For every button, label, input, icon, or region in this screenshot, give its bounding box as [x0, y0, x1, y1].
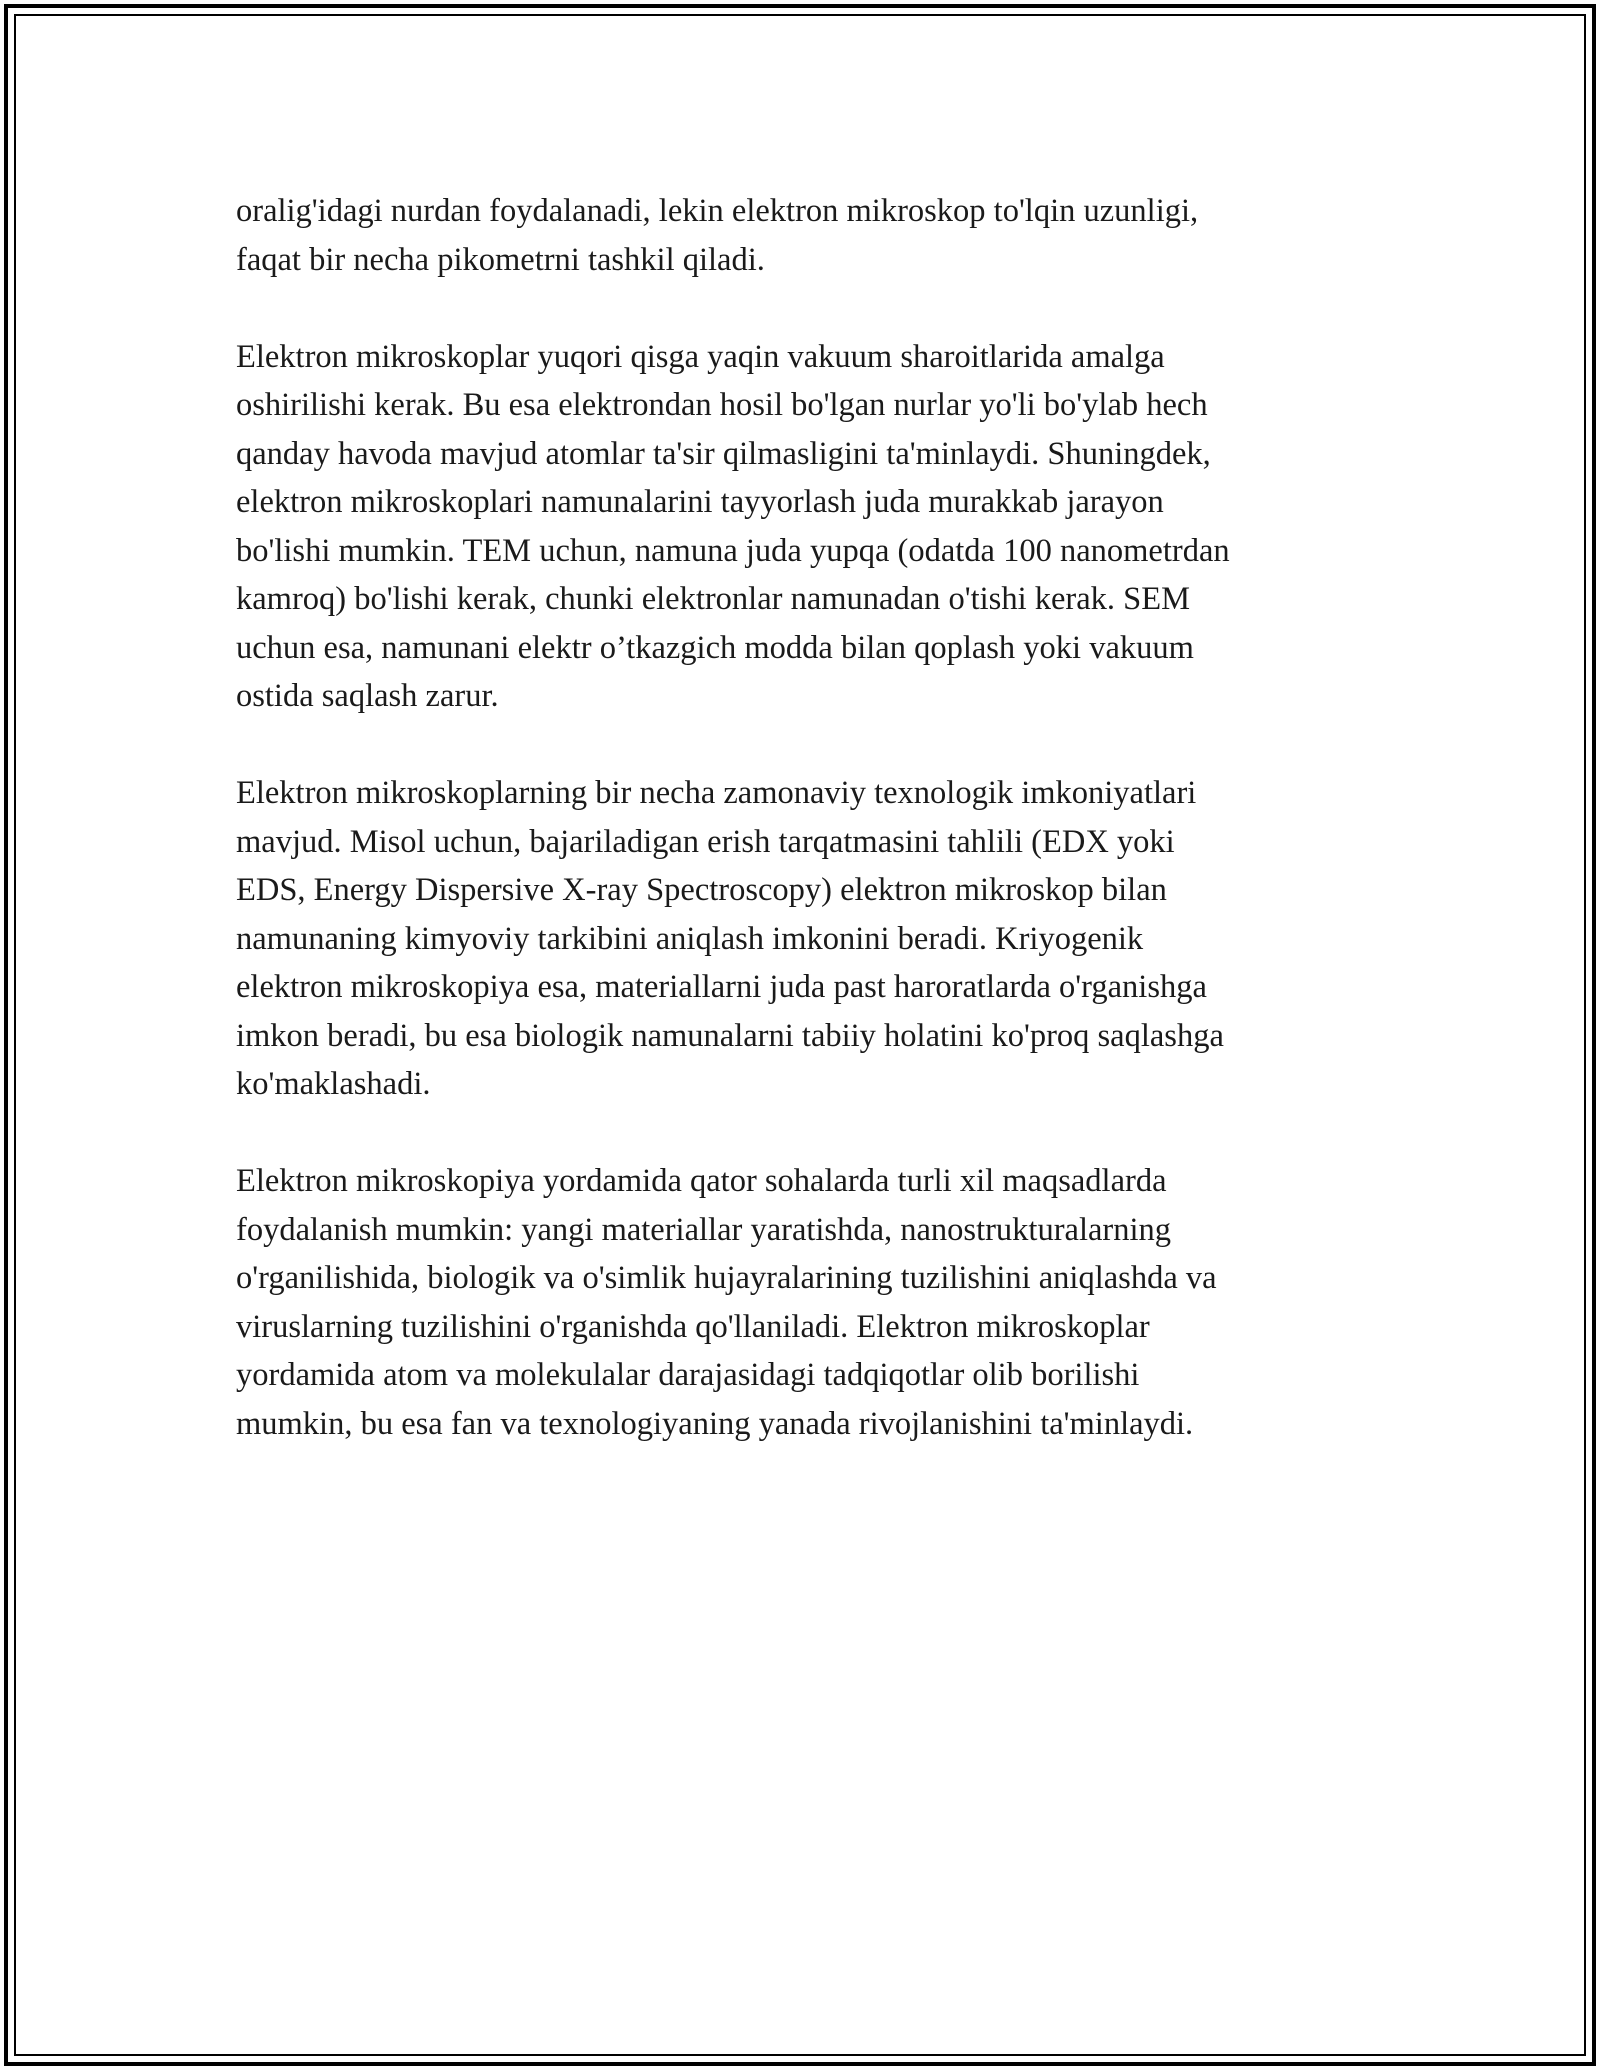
text-line: oshirilishi kerak. Bu esa elektrondan hosil bo'lgan nurlar yo'li bo'ylab hech [236, 387, 1208, 423]
text-line: o'rganilishida, biologik va o'simlik hujayralarining tuzilishini aniqlashda va [236, 1260, 1217, 1296]
document-body [236, 187, 1366, 1497]
paragraph-3 [236, 769, 1366, 1109]
text-line: uchun esa, namunani elektr o’tkazgich modda bilan qoplash yoki vakuum [236, 629, 1194, 666]
text-line: Elektron mikroskoplarning bir necha zamonaviy texnologik imkoniyatlari [236, 775, 1197, 811]
text-line: imkon beradi, bu esa biologik namunalarni tabiiy holatini ko'proq saqlashga [236, 1017, 1224, 1054]
text-line: ostida saqlash zarur. [236, 678, 499, 714]
text-line: Elektron mikroskopiya yordamida qator sohalarda turli xil maqsadlarda [236, 1163, 1167, 1199]
text-line: faqat bir necha pikometrni tashkil qiladi. [236, 241, 765, 278]
text-line: oralig'idagi nurdan foydalanadi, lekin elektron mikroskop to'lqin uzunligi, [236, 193, 1199, 229]
text-line: namunaning kimyoviy tarkibini aniqlash imkonini beradi. Kriyogenik [236, 920, 1144, 957]
text-line: elektron mikroskopiya esa, materiallarni juda past haroratlarda o'rganishga [236, 969, 1207, 1005]
text-line: EDS, Energy Dispersive X-ray Spectroscopy) elektron mikroskop bilan [236, 872, 1167, 908]
text-line: viruslarning tuzilishini o'rganishda qo'llaniladi. Elektron mikroskoplar [236, 1308, 1150, 1345]
paragraph-4 [236, 1157, 1366, 1448]
text-line: elektron mikroskoplari namunalarini tayyorlash juda murakkab jarayon [236, 484, 1164, 520]
text-line: mumkin, bu esa fan va texnologiyaning yanada rivojlanishini ta'minlaydi. [236, 1405, 1194, 1442]
text-line: foydalanish mumkin: yangi materiallar yaratishda, nanostrukturalarning [236, 1211, 1172, 1248]
paragraph-2 [236, 333, 1366, 721]
text-line: bo'lishi mumkin. TEM uchun, namuna juda yupqa (odatda 100 nanometrdan [236, 532, 1230, 569]
text-line: kamroq) bo'lishi kerak, chunki elektronlar namunadan o'tishi kerak. SEM [236, 581, 1190, 617]
text-line: qanday havoda mavjud atomlar ta'sir qilmasligini ta'minlaydi. Shuningdek, [236, 435, 1211, 472]
text-line: yordamida atom va molekulalar darajasidagi tadqiqotlar olib borilishi [236, 1357, 1140, 1393]
text-line: mavjud. Misol uchun, bajariladigan erish tarqatmasini tahlili (EDX yoki [236, 823, 1175, 860]
text-line: ko'maklashadi. [236, 1066, 431, 1102]
text-line: Elektron mikroskoplar yuqori qisga yaqin vakuum sharoitlarida amalga [236, 338, 1165, 375]
paragraph-1 [236, 187, 1366, 284]
